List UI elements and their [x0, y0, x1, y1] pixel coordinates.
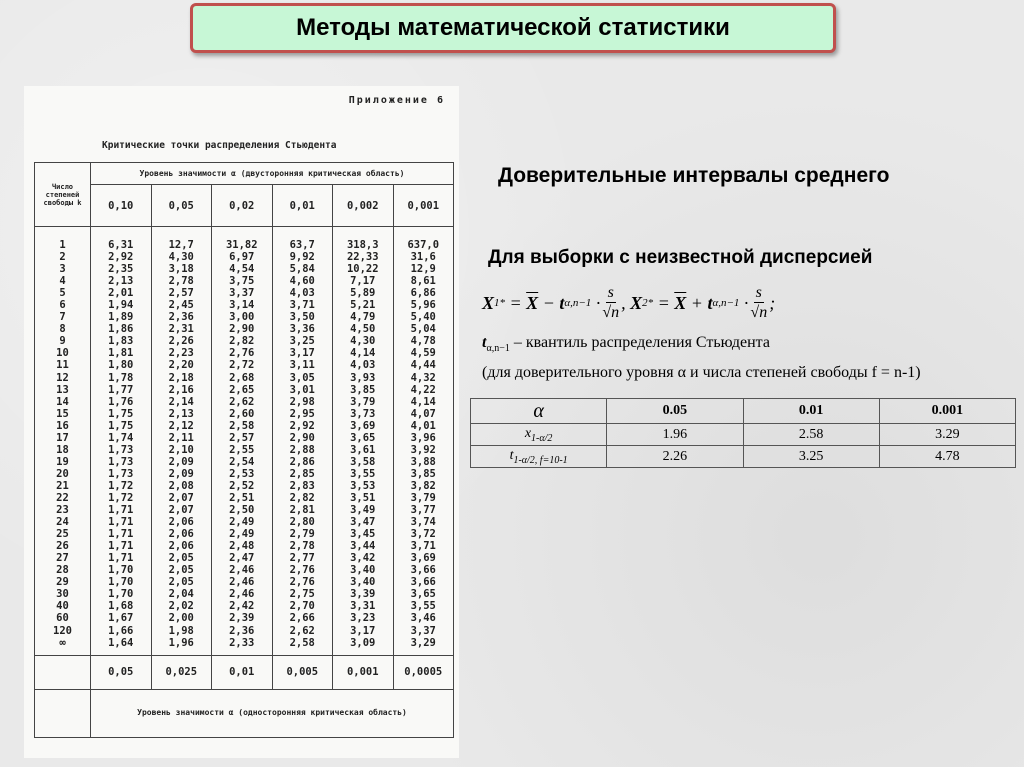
table-row — [471, 446, 1016, 468]
alpha-one-cell: 0,005 — [272, 655, 333, 689]
value-column: 63,7 9,92 5,84 4,60 4,03 3,71 3,50 3,36 3,25 3,17 3,11 3,05 3,01 2,98 2,95 2,92 2,90 2,88 2,86 2,85 2,83 2,82 2,81 2,80 2,79 2,78 2,77 2,76 2,76 2,75 2,70 2,66 2,62 2,58 — [272, 227, 333, 656]
confidence-interval-formula: X 1 * = $\overline{X}$ − t α,n−1 · $\frac{s}{√n}$ , X 2 * = $\overline{X}$ + t α,n−1 · $\frac{s}{√n}$ ; — [482, 283, 776, 321]
value-column: 12,7 4,30 3,18 2,78 2,57 2,45 2,36 2,31 2,26 2,23 2,20 2,18 2,16 2,14 2,13 2,12 2,11 2,10 2,09 2,09 2,08 2,07 2,07 2,06 2,06 2,06 2,05 2,05 2,05 2,04 2,02 2,00 1,98 1,96 — [151, 227, 212, 656]
k-column: 1 2 3 4 5 6 7 8 9 10 11 12 13 14 15 16 17 18 19 20 21 22 23 24 25 26 27 28 29 30 40 60 120 ∞ — [35, 227, 91, 656]
alpha-header-value: 0.01 — [743, 399, 879, 424]
alpha-two-cell: 0,10 — [91, 185, 152, 227]
alpha-header-value: 0.05 — [607, 399, 743, 424]
quantile-definition: $t_{\alpha,n-1}$ – квантиль распределения Стьюдента — [482, 334, 770, 355]
one-sided-footer: Уровень значимости α (односторонняя критическая область) — [91, 689, 454, 737]
alpha-two-cell: 0,001 — [393, 185, 454, 227]
table-cell: 2.58 — [743, 424, 879, 446]
alpha-one-cell: 0,001 — [333, 655, 394, 689]
scan-caption: Критические точки распределения Стьюдента — [102, 140, 337, 151]
title-box — [190, 3, 836, 53]
alpha-header-value: 0.001 — [879, 399, 1015, 424]
row-label: $x_{1-\alpha/2}$ — [471, 424, 607, 446]
value-column: 31,82 6,97 4,54 3,75 3,37 3,14 3,00 2,90 2,82 2,76 2,72 2,68 2,65 2,62 2,60 2,58 2,57 2,55 2,54 2,53 2,52 2,51 2,50 2,49 2,49 2,48 2,47 2,46 2,46 2,46 2,42 2,39 2,36 2,33 — [212, 227, 273, 656]
value-column: 318,3 22,33 10,22 7,17 5,89 5,21 4,79 4,50 4,30 4,14 4,03 3,93 3,85 3,79 3,73 3,69 3,65 3,61 3,58 3,55 3,53 3,51 3,49 3,47 3,45 3,44 3,42 3,40 3,40 3,39 3,31 3,23 3,17 3,09 — [333, 227, 394, 656]
alpha-two-cell: 0,002 — [333, 185, 394, 227]
table-row — [471, 424, 1016, 446]
table-cell: 4.78 — [879, 446, 1015, 468]
student-table-scan — [24, 86, 459, 758]
foot-blank — [35, 655, 91, 689]
alpha-header: α — [471, 399, 607, 424]
quantile-note: – квантиль распределения Стьюдента — [513, 334, 770, 351]
slide-title: Методы математической статистики — [296, 14, 730, 41]
two-sided-header: Уровень значимости α (двусторонняя критическая область) — [91, 163, 454, 185]
section-subtitle: Доверительные интервалы среднего — [498, 164, 890, 187]
alpha-one-cell: 0,05 — [91, 655, 152, 689]
value-column: 637,0 31,6 12,9 8,61 6,86 5,96 5,40 5,04 4,78 4,59 4,44 4,32 4,22 4,14 4,07 4,01 3,96 3,92 3,88 3,85 3,82 3,79 3,77 3,74 3,72 3,71 3,69 3,66 3,66 3,65 3,55 3,46 3,37 3,29 — [393, 227, 454, 656]
foot-blank — [35, 689, 91, 737]
subsection-heading: Для выборки с неизвестной дисперсией — [488, 247, 873, 268]
alpha-one-cell: 0,0005 — [393, 655, 454, 689]
conditions-note: (для доверительного уровня α и числа степеней свободы f = n-1) — [482, 364, 921, 381]
student-critical-table — [34, 162, 454, 738]
table-cell: 3.25 — [743, 446, 879, 468]
appendix-label: Приложение 6 — [348, 95, 445, 106]
alpha-two-cell: 0,02 — [212, 185, 273, 227]
alpha-two-cell: 0,05 — [151, 185, 212, 227]
alpha-one-cell: 0,01 — [212, 655, 273, 689]
dof-header: Число степеней свободы k — [35, 163, 91, 227]
quantile-table — [470, 398, 1016, 468]
value-column: 6,31 2,92 2,35 2,13 2,01 1,94 1,89 1,86 1,83 1,81 1,80 1,78 1,77 1,76 1,75 1,75 1,74 1,73 1,73 1,73 1,72 1,72 1,71 1,71 1,71 1,71 1,71 1,70 1,70 1,70 1,68 1,67 1,66 1,64 — [91, 227, 152, 656]
alpha-two-cell: 0,01 — [272, 185, 333, 227]
table-cell: 2.26 — [607, 446, 743, 468]
alpha-one-cell: 0,025 — [151, 655, 212, 689]
row-label: $t_{1-\alpha/2, f=10-1}$ — [471, 446, 607, 468]
table-cell: 1.96 — [607, 424, 743, 446]
table-cell: 3.29 — [879, 424, 1015, 446]
